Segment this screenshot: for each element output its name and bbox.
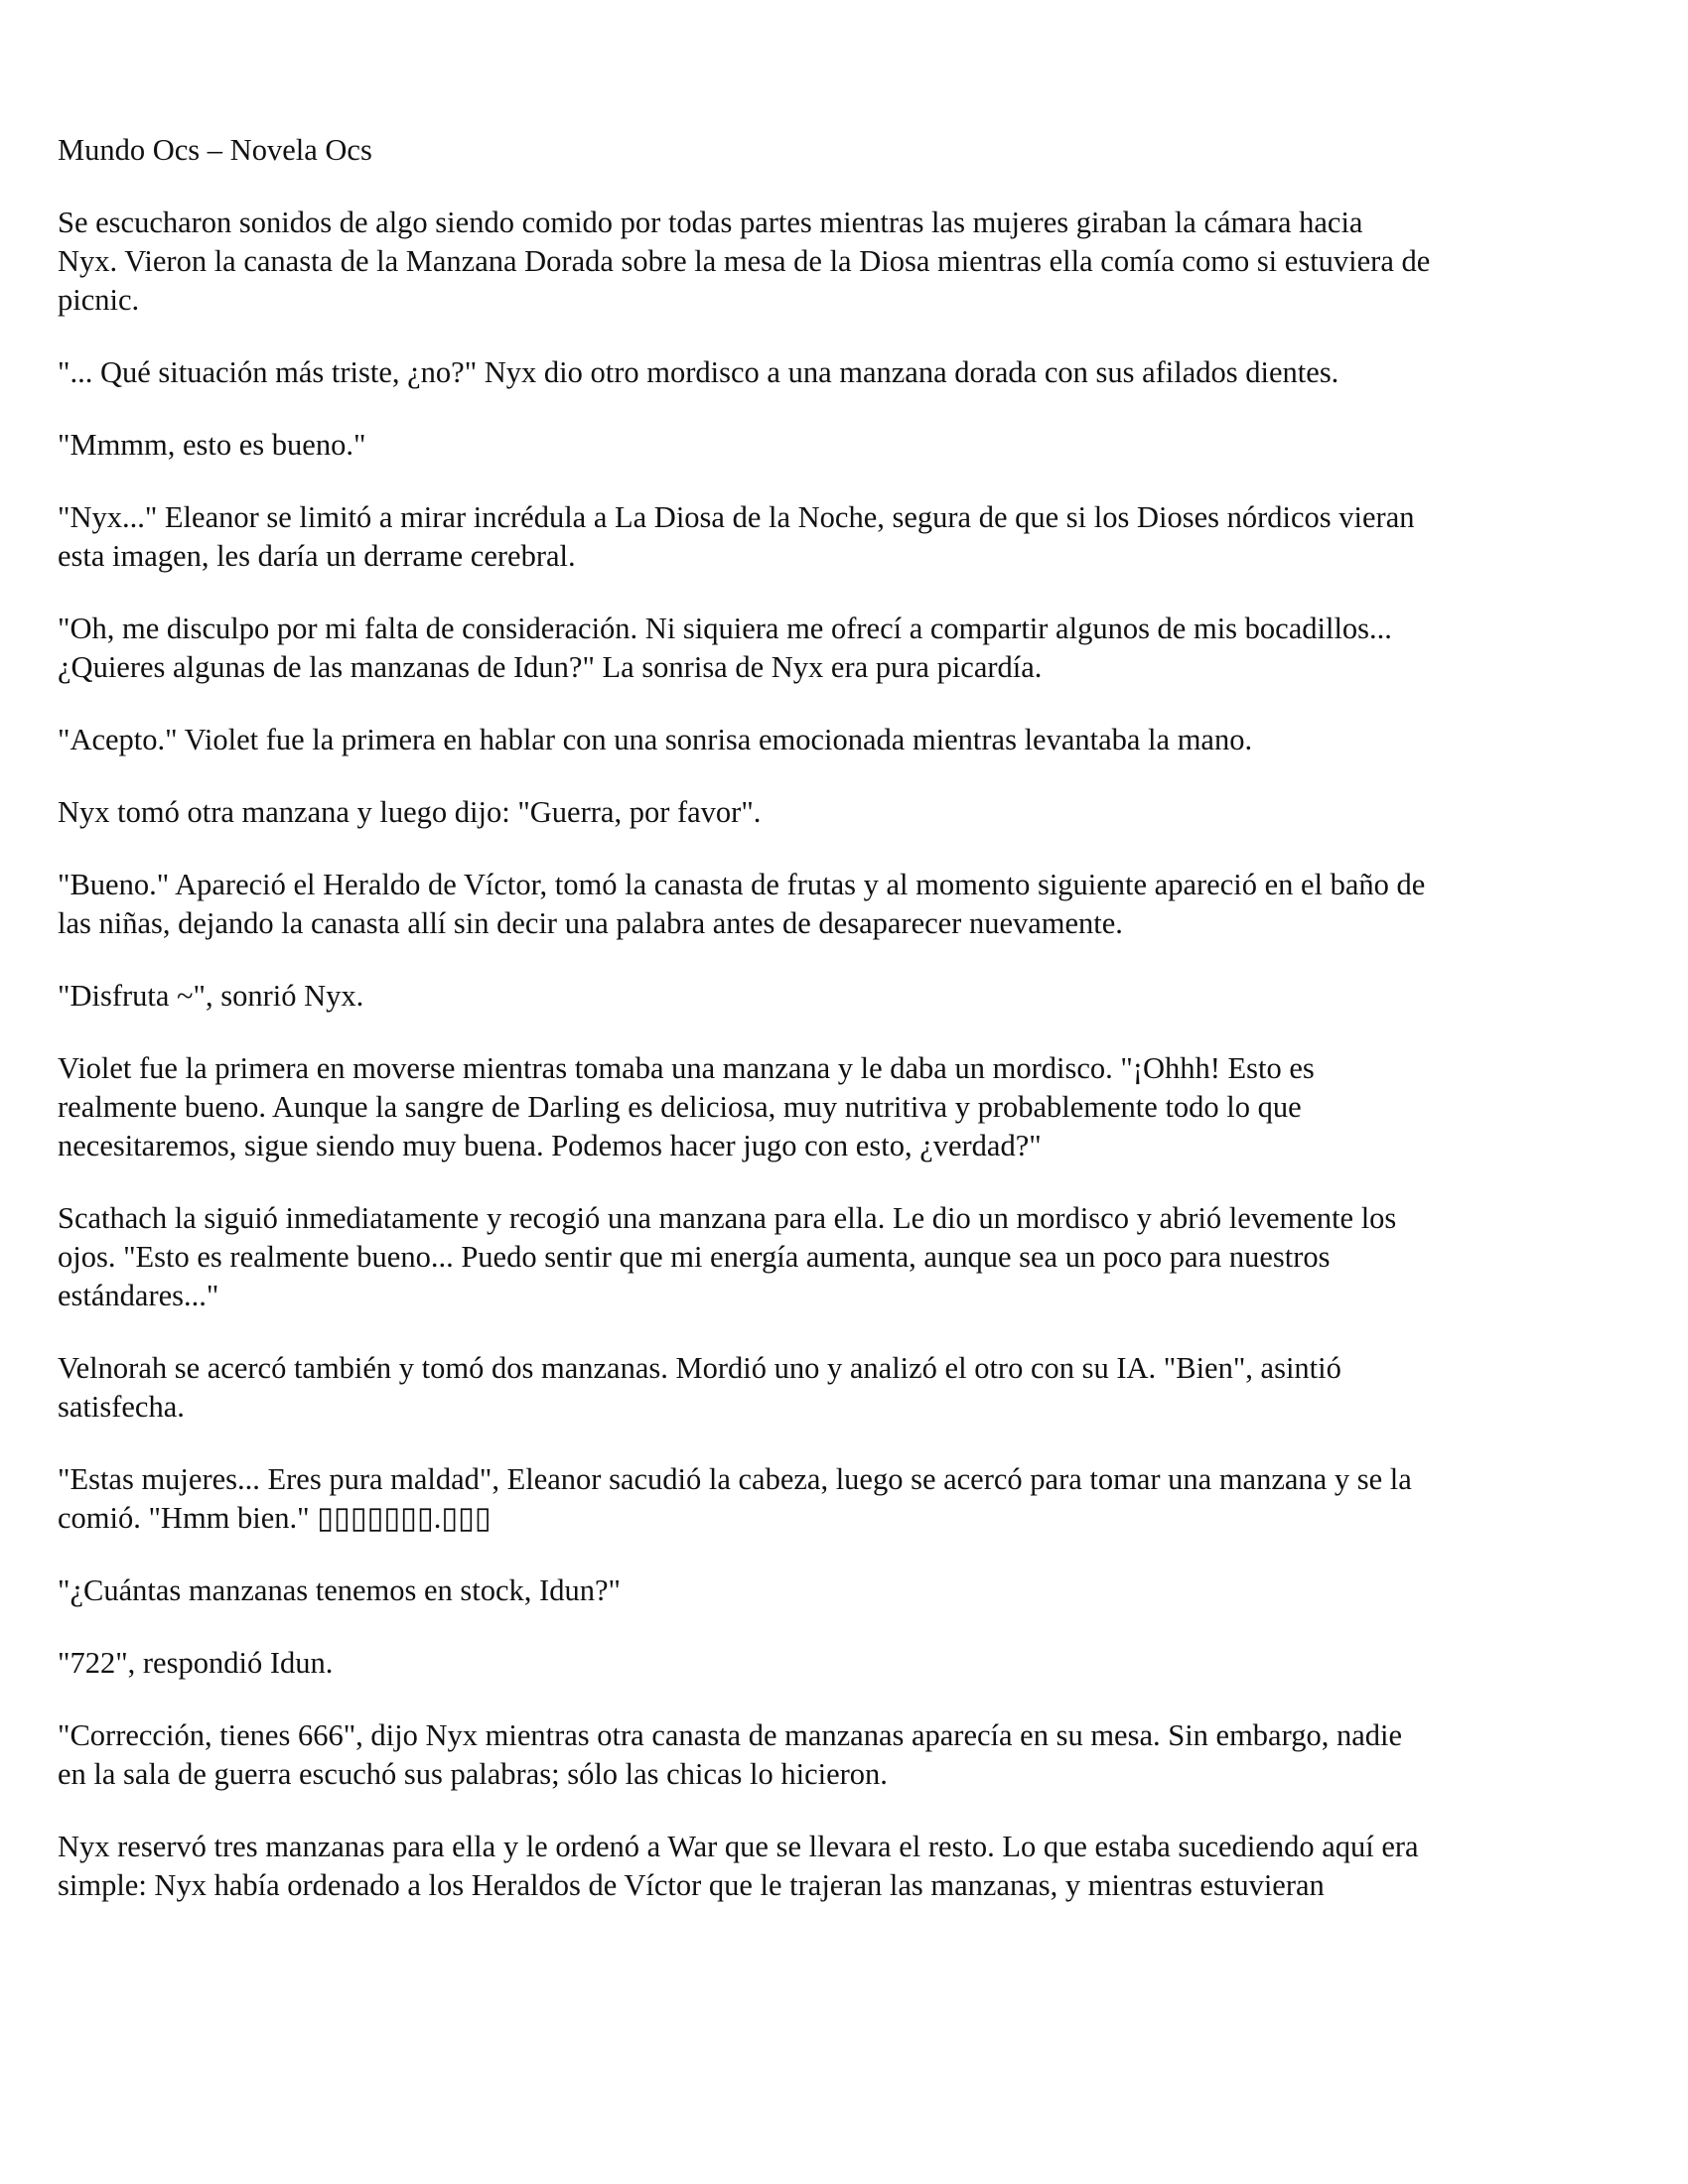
paragraph: "Acepto." Violet fue la primera en hablar con una sonrisa emocionada mientras levantaba la mano. (58, 723, 1253, 756)
paragraph: "... Qué situación más triste, ¿no?" Nyx dio otro mordisco a una manzana dorada con sus afilados dientes. (58, 355, 1339, 389)
paragraph: "Disfruta ~", sonrió Nyx. (58, 979, 364, 1013)
paragraph: "Oh, me disculpo por mi falta de consideración. Ni siquiera me ofrecí a compartir algunos de mis bocadillos... ¿Quieres algunas de las manzanas de Idun?" La sonrisa de Nyx era pura picardía. (58, 612, 1392, 684)
document-body (58, 204, 1636, 1905)
paragraph: Velnorah se acercó también y tomó dos manzanas. Mordió uno y analizó el otro con su IA. "Bien", asintió satisfecha. (58, 1351, 1341, 1424)
paragraph: Nyx tomó otra manzana y luego dijo: "Guerra, por favor". (58, 795, 762, 829)
document-page (58, 131, 1636, 1939)
paragraph: "Mmmm, esto es bueno." (58, 428, 366, 462)
paragraph: "Bueno." Apareció el Heraldo de Víctor, tomó la canasta de frutas y al momento siguiente apareció en el baño de las niñas, dejando la canasta allí sin decir una palabra antes de desaparecer nuevamente. (58, 868, 1426, 940)
paragraph: "722", respondió Idun. (58, 1646, 334, 1680)
paragraph: Violet fue la primera en moverse mientras tomaba una manzana y le daba un mordisco. "¡Ohhh! Esto es realmente bueno. Aunque la sangre de Darling es deliciosa, muy nutritiva y probablemente todo lo que necesitaremos, sigue siendo muy buena. Podemos hacer jugo con esto, ¿verdad?" (58, 1051, 1315, 1162)
paragraph: Scathach la siguió inmediatamente y recogió una manzana para ella. Le dio un mordisco y abrió levemente los ojos. "Esto es realmente bueno... Puedo sentir que mi energía aumenta, aunque sea un poco para nuestros estándares..." (58, 1201, 1397, 1312)
paragraph: Nyx reservó tres manzanas para ella y le ordenó a War que se llevara el resto. Lo que estaba sucediendo aquí era simple: Nyx había ordenado a los Heraldos de Víctor que le trajeran las manzanas, y mientras estuvieran (58, 1830, 1419, 1902)
paragraph: Se escucharon sonidos de algo siendo comido por todas partes mientras las mujeres giraban la cámara hacia Nyx. Vieron la canasta de la Manzana Dorada sobre la mesa de la Diosa mientras ella comía como si estuviera de picnic. (58, 205, 1431, 317)
paragraph: "¿Cuántas manzanas tenemos en stock, Idun?" (58, 1573, 621, 1607)
paragraph: "Estas mujeres... Eres pura maldad", Eleanor sacudió la cabeza, luego se acercó para tomar una manzana y se la comió. "Hmm bien." ▯▯▯▯▯▯▯.▯▯▯ (58, 1462, 1412, 1535)
document-header: Mundo Ocs – Novela Ocs (58, 133, 372, 167)
paragraph: "Corrección, tienes 666", dijo Nyx mientras otra canasta de manzanas aparecía en su mesa. Sin embargo, nadie en la sala de guerra escuchó sus palabras; sólo las chicas lo hicieron. (58, 1718, 1403, 1791)
paragraph: "Nyx..." Eleanor se limitó a mirar incrédula a La Diosa de la Noche, segura de que si los Dioses nórdicos vieran esta imagen, les daría un derrame cerebral. (58, 500, 1415, 573)
